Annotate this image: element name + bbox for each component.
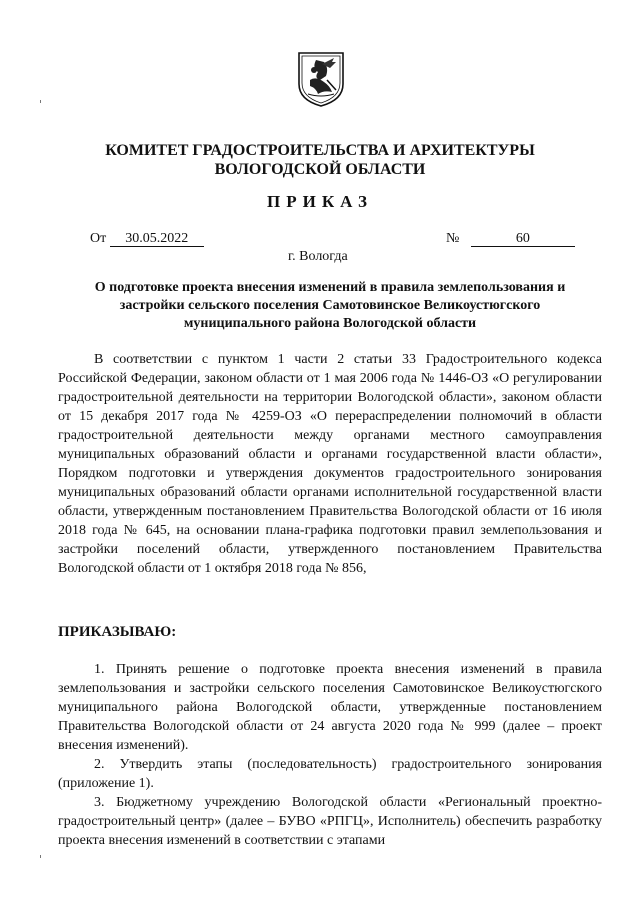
preamble-text: В соответствии с пунктом 1 части 2 статьи 33 Градостроительного кодекса Российской Федерации, законом области от 1 мая 2006 года № 1446-ОЗ «О регулировании градостроительной деятельности на территории Вологодской области», законом области от 15 декабря 2017 года № 4259-ОЗ «О перераспределении полномочий в области градостроительной деятельности между органами местного самоуправления муниципальных образований области и органами государственной власти области», Порядком подготовки и утверждения документов градостроительного зонирования муниципальных образований области органами исполнительной государственной власти области, утвержденным постановлением Правительства Вологодской области от 16 июля 2018 года № 645, на основании плана-графика подготовки правил землепользования и застройки поселений области, утвержденного постановлением Правительства Вологодской области от 1 октября 2018 года № 856, [58, 352, 602, 576]
document-date: 30.05.2022 [110, 231, 204, 247]
order-item-3: 3. Бюджетному учреждению Вологодской области «Региональный проектно-градостроительный центр» (далее – БУВО «РПГЦ», Исполнитель) обеспечить разработку проекта внесения изменений в соответствии с этапами [58, 795, 602, 848]
org-name-line1: КОМИТЕТ ГРАДОСТРОИТЕЛЬСТВА И АРХИТЕКТУРЫ [105, 142, 535, 159]
order-item-2: 2. Утвердить этапы (последовательность) градостроительного зонирования (приложение 1). [58, 757, 602, 791]
number-block [446, 230, 575, 248]
number-prefix: № [446, 231, 460, 246]
subject-line2: застройки сельского поселения Самотовинское Великоустюгского [119, 298, 541, 313]
date-block [90, 230, 204, 248]
order-word: ПРИКАЗЫВАЮ: [58, 624, 177, 640]
document-subject [60, 279, 600, 333]
city: г. Вологда [288, 249, 348, 264]
order-items [58, 660, 602, 850]
coat-of-arms-icon [296, 50, 346, 108]
scan-mark [40, 855, 41, 858]
org-name-line2: ВОЛОГОДСКОЙ ОБЛАСТИ [214, 161, 426, 178]
preamble [58, 350, 602, 578]
scan-mark [40, 100, 41, 103]
document-title: ПРИКАЗ [267, 192, 373, 211]
document-number: 60 [471, 231, 575, 247]
subject-line1: О подготовке проекта внесения изменений в правила землепользования и [94, 280, 566, 295]
date-prefix: От [90, 231, 107, 246]
subject-line3: муниципального района Вологодской области [183, 316, 477, 331]
order-item-1: 1. Принять решение о подготовке проекта внесения изменений в правила землепользования и застройки сельского поселения Самотовинское Великоустюгского муниципального района Вологодской области, утвержденные постановлением Правительства Вологодской области от 24 августа 2020 года № 999 (далее – проект внесения изменений). [58, 662, 602, 753]
